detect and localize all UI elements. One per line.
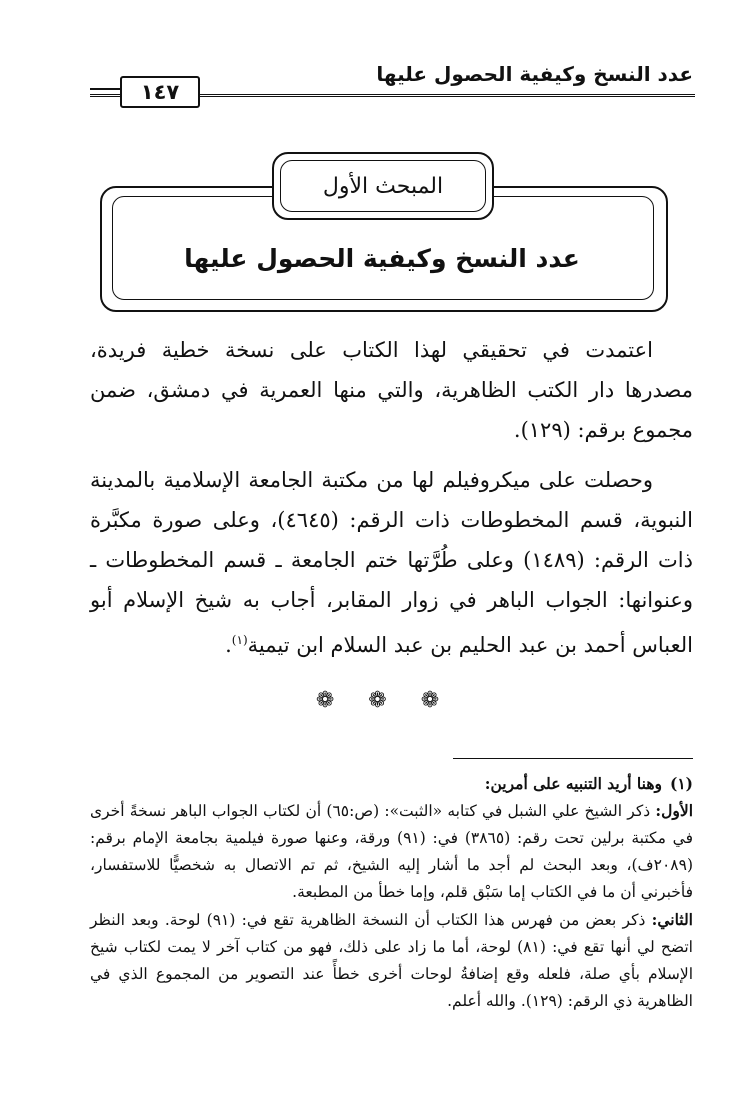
footnote-heading-text: وهنا أريد التنبيه على أمرين:: [484, 774, 662, 793]
paragraph-1: اعتمدت في تحقيقي لهذا الكتاب على نسخة خطية فريدة، مصدرها دار الكتب الظاهرية، والتي منها العمرية في دمشق، ضمن مجموع برقم: (١٢٩).: [90, 338, 693, 442]
second-text: ذكر بعض من فهرس هذا الكتاب أن النسخة الظاهرية تقع في: (٩١) لوحة. وبعد النظر اتضح لي أنها تقع في: (٨١) لوحة، أما ما زاد على ذلك، فهو من كتاب آخر لا يمت لكتاب شيخ الإسلام بأي صلة، فلعله وقع إضافةُ لوحات أخرى خطأً عند التصوير من المجموع الذي في الظاهرية ذي الرقم: (١٢٩). والله أعلم.: [90, 911, 693, 1010]
footnotes: [90, 770, 693, 1015]
footnote-marker[interactable]: (١): [231, 633, 248, 647]
section-divider: [0, 688, 755, 713]
body-text: [90, 330, 693, 675]
footnote-second-point: [90, 906, 693, 1015]
running-title: عدد النسخ وكيفية الحصول عليها: [376, 62, 693, 86]
flower-ornament-icon: ❁: [315, 688, 335, 713]
first-label: الأول:: [655, 801, 694, 820]
chapter-title: عدد النسخ وكيفية الحصول عليها: [184, 244, 580, 273]
footnote-first-point: [90, 797, 693, 906]
paragraph-2-end: .: [225, 633, 232, 657]
header-rule-left: [90, 88, 120, 90]
section-label: المبحث الأول: [280, 160, 486, 212]
page-number-text: ١٤٧: [140, 80, 180, 104]
page-number: [120, 76, 200, 108]
paragraph-2-text: وحصلت على ميكروفيلم لها من مكتبة الجامعة الإسلامية بالمدينة النبوية، قسم المخطوطات ذات الرقم: (٤٦٤٥)، وعلى صورة مكبَّرة ذات الرقم: (١٤٨٩) وعلى طُرَّتها ختم الجامعة ـ قسم المخطوطات ـ وعنوانها: الجواب الباهر في زوار المقابر، أجاب به شيخ الإسلام أبو العباس أحمد بن عبد الحليم بن عبد السلام ابن تيمية: [90, 468, 693, 657]
paragraph-2: [90, 460, 693, 665]
footnote-number: (١): [669, 774, 693, 793]
flower-ornament-icon: ❁: [368, 688, 387, 713]
first-text: ذكر الشيخ علي الشبل في كتابه «الثبت»: (ص:٦٥) أن لكتاب الجواب الباهر نسخةً أخرى في مكتبة برلين تحت رقم: (٣٨٦٥) في: (٩١) ورقة، وعنها صورة فيلمية بجامعة الإمام برقم: (٢٠٨٩ف)، وبعد البحث لم أجد ما أشار إليه الشيخ، ثم تم الاتصال به شخصيًّا للاستفسار، فأخبرني أن ما في الكتاب إما سَبْق قلم، وإما خطأ من المطبعة.: [90, 802, 694, 901]
section-label-tab: [272, 152, 494, 220]
footnote-heading: [90, 770, 693, 797]
footnote-rule: [453, 758, 693, 759]
flower-ornament-icon: ❁: [420, 688, 440, 713]
second-label: الثاني:: [651, 910, 693, 929]
